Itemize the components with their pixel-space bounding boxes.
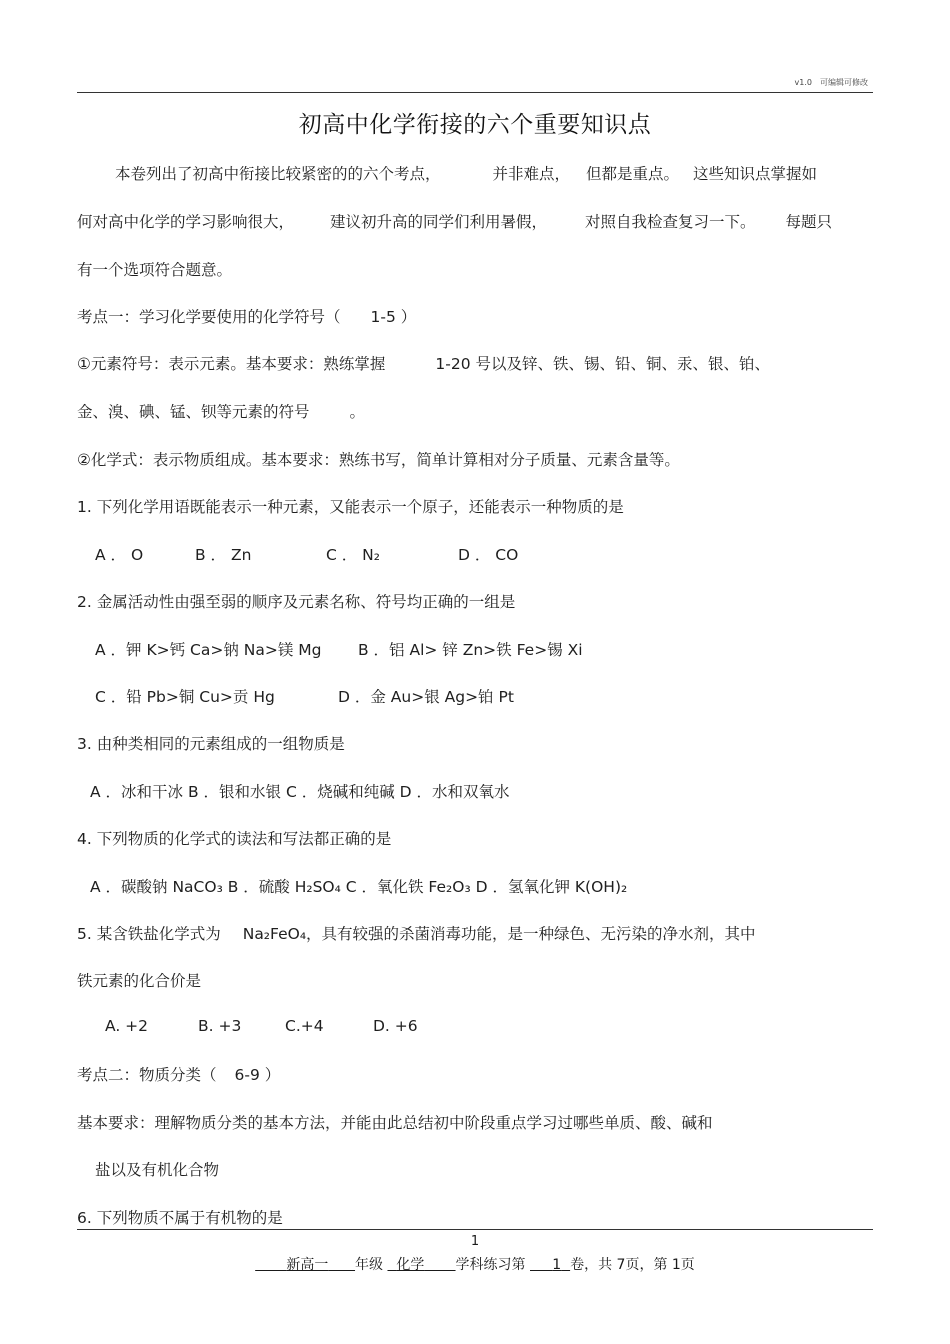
section-1-range: 1-5 ） (370, 308, 417, 326)
grade-text: 新高一 (286, 1257, 329, 1273)
intro-line-3: 有一个选项符合题意。 (77, 261, 233, 279)
section-2-title-text: 考点二：物质分类（ (77, 1066, 217, 1084)
volume-text: 1 (552, 1257, 562, 1273)
question-4-options: A ．碳酸钠 NaCO₃ B ．硫酸 H₂SO₄ C ．氧化铁 Fe₂O₃ D ．氢氧化钾 K(OH)₂ (90, 878, 628, 896)
question-2-option-d: D ．金 Au>银 Ag>铂 Pt (338, 688, 514, 706)
intro-text: 这些知识点掌握如 (693, 165, 818, 183)
section-2-req: 基本要求：理解物质分类的基本方法，并能由此总结初中阶段重点学习过哪些单质、酸、碱和 (77, 1114, 713, 1132)
section-1-req-1 (77, 352, 770, 374)
question-5-stem-cont: 铁元素的化合价是 (77, 972, 202, 990)
question-5-option-d: D. +6 (373, 1017, 418, 1035)
page-number: 1 (470, 1234, 480, 1249)
question-5-option-c: C.+4 (285, 1017, 324, 1035)
req-text: 1-20 号以及锌、铁、锡、铅、铜、汞、银、铂、 (435, 355, 771, 373)
question-1-option-d: D ． CO (458, 546, 519, 564)
section-1-req-1-cont (77, 400, 365, 422)
footer-line (0, 1254, 950, 1274)
question-2-option-c: C ．铅 Pb>铜 Cu>贡 Hg (95, 688, 275, 706)
intro-text: 何对高中化学的学习影响很大， (77, 213, 295, 231)
question-2-option-b: B ．铝 Al> 锌 Zn>铁 Fe>锡 Xi (358, 641, 583, 659)
section-2-req-cont: 盐以及有机化合物 (95, 1161, 220, 1179)
question-5-option-b: B. +3 (198, 1017, 242, 1035)
question-5-stem (77, 922, 756, 944)
intro-text: 建议初升高的同学们利用暑假， (330, 213, 548, 231)
question-1-option-a: A ． O (95, 546, 144, 564)
question-2-stem: 2. 金属活动性由强至弱的顺序及元素名称、符号均正确的一组是 (77, 593, 516, 611)
section-1-title (77, 305, 416, 327)
intro-line-2 (77, 210, 832, 232)
subject-text: 化学 (396, 1257, 425, 1273)
question-3-options: A ．冰和干冰 B ．银和水银 C ．烧碱和纯碱 D ．水和双氧水 (90, 783, 510, 801)
question-2-option-a: A ．钾 K>钙 Ca>钠 Na>镁 Mg (95, 641, 322, 659)
footer-subject-label: 学科练习第 (455, 1257, 526, 1273)
footer-grade-label: 年级 (355, 1257, 384, 1273)
question-3-stem: 3. 由种类相同的元素组成的一组物质是 (77, 735, 345, 753)
question-1-option-b: B ． Zn (195, 546, 252, 564)
section-2-range: 6-9 ） (234, 1066, 281, 1084)
header-rule (77, 92, 873, 93)
question-4-stem: 4. 下列物质的化学式的读法和写法都正确的是 (77, 830, 392, 848)
version-label: v1.0 可编辑可修改 (794, 78, 868, 87)
section-1-title-text: 考点一：学习化学要使用的化学符号（ (77, 308, 341, 326)
req-text: 。 (349, 403, 366, 421)
footer-rule (77, 1229, 873, 1230)
intro-text: 但都是重点。 (586, 165, 680, 183)
footer-grade-value (255, 1257, 355, 1273)
req-text: 金、溴、碘、锰、钡等元素的符号 (77, 403, 310, 421)
question-1-stem: 1. 下列化学用语既能表示一种元素，又能表示一个原子，还能表示一种物质的是 (77, 498, 624, 516)
intro-line-1 (115, 162, 817, 184)
section-1-req-2: ②化学式：表示物质组成。基本要求：熟练书写，简单计算相对分子质量、元素含量等。 (77, 451, 680, 469)
footer-tail: 卷，共 7页，第 1页 (570, 1257, 695, 1273)
section-2-title (77, 1063, 280, 1085)
intro-text: 对照自我检查复习一下。 (585, 213, 756, 231)
intro-text: 并非难点， (492, 165, 571, 183)
question-1-option-c: C ． N₂ (326, 546, 380, 564)
document-title: 初高中化学衔接的六个重要知识点 (298, 112, 652, 138)
intro-text: 每题只 (785, 213, 833, 231)
req-text: ①元素符号：表示元素。基本要求：熟练掌握 (77, 355, 386, 373)
intro-text: 本卷列出了初高中衔接比较紧密的的六个考点， (115, 165, 441, 183)
footer-subject-value (387, 1257, 455, 1273)
footer-volume-value (530, 1257, 570, 1273)
question-5-stem-text: 5. 某含铁盐化学式为 (77, 925, 221, 943)
question-6-stem: 6. 下列物质不属于有机物的是 (77, 1209, 283, 1227)
question-5-stem-text: Na₂FeO₄，具有较强的杀菌消毒功能，是一种绿色、无污染的净水剂，其中 (242, 925, 756, 943)
question-5-option-a: A. +2 (105, 1017, 149, 1035)
